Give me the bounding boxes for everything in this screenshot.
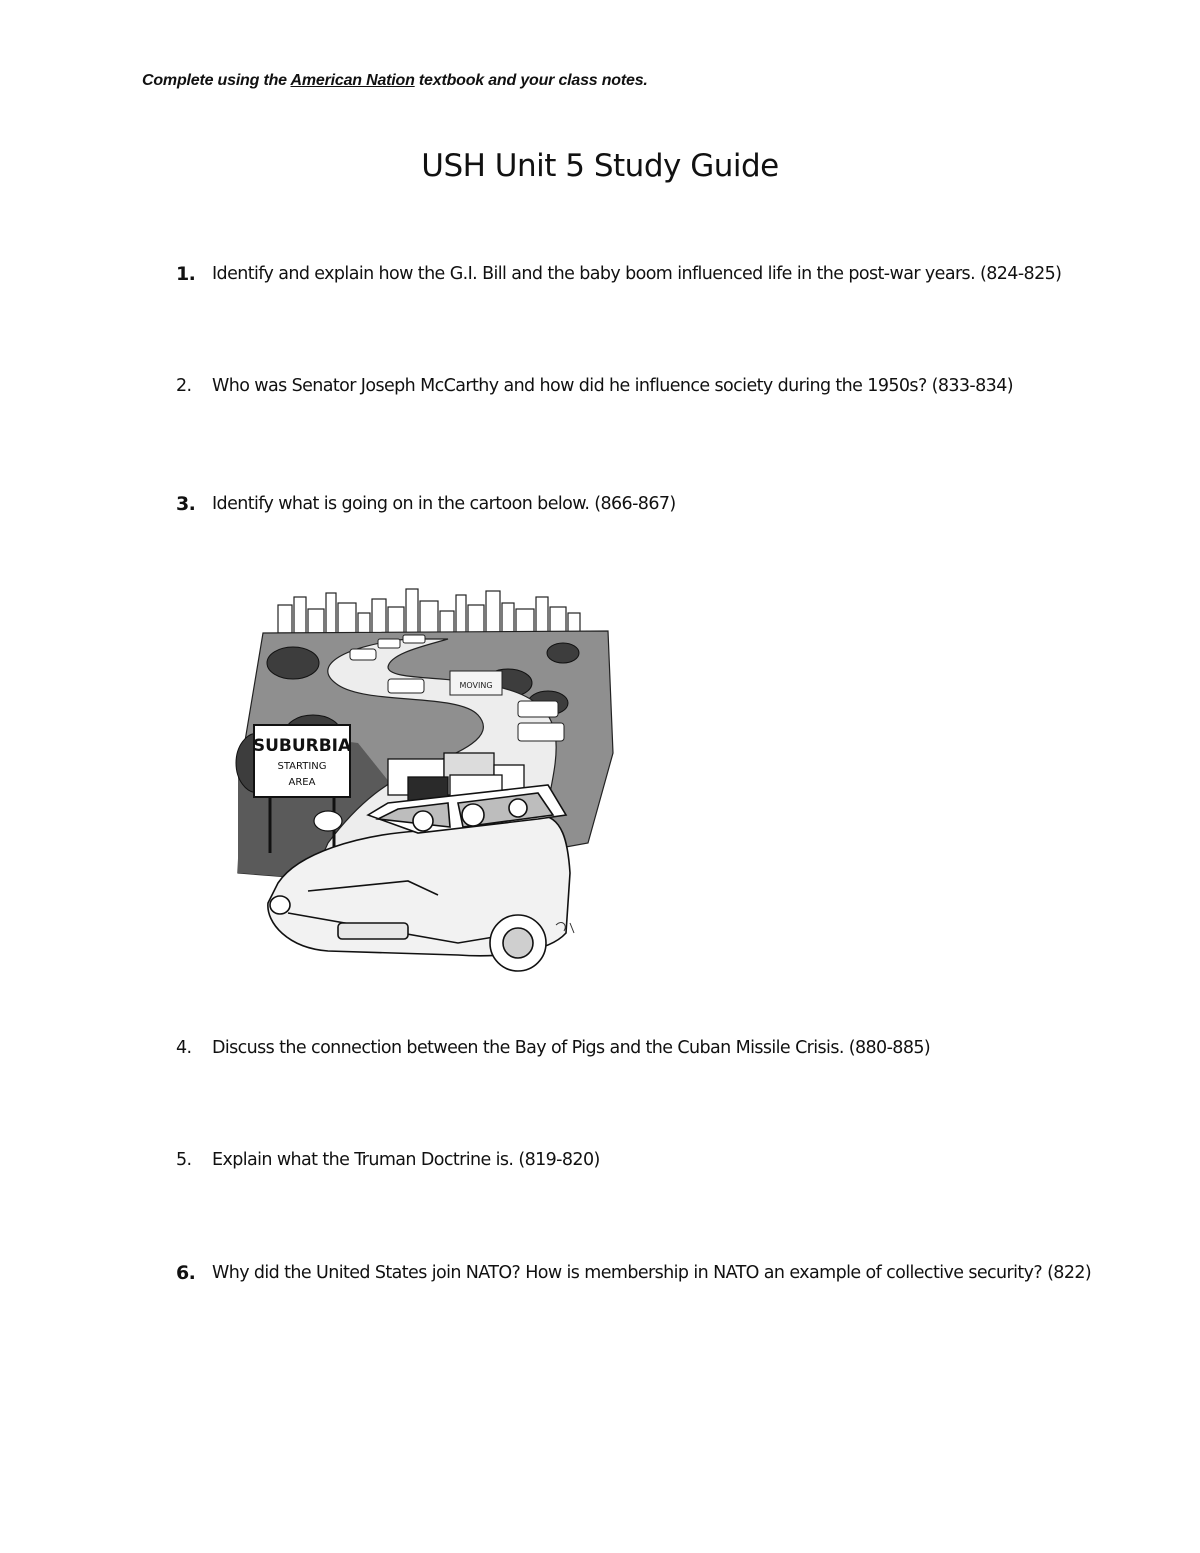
question-number: 2.	[176, 376, 192, 396]
instruction-post: textbook and your class notes.	[414, 72, 648, 89]
sign-line-2: STARTING	[277, 761, 327, 772]
question-text: Identify what is going on in the cartoon below. (866-867)	[212, 494, 676, 514]
instruction-line	[142, 72, 648, 90]
question-number: 6.	[176, 1262, 196, 1284]
page-title: USH Unit 5 Study Guide	[421, 148, 779, 184]
question-number: 5.	[176, 1150, 192, 1170]
instruction-pre: Complete using the	[142, 72, 291, 89]
textbook-name: American Nation	[290, 72, 415, 89]
sign-title: SUBURBIA	[252, 736, 352, 756]
suburbia-cartoon	[218, 553, 632, 999]
question-text: Discuss the connection between the Bay of Pigs and the Cuban Missile Crisis. (880-885)	[212, 1038, 931, 1058]
moving-truck-label: MOVING	[459, 681, 493, 690]
dog	[314, 811, 342, 831]
question-text: Explain what the Truman Doctrine is. (819-820)	[212, 1150, 600, 1170]
question-number: 3.	[176, 493, 196, 515]
question-text: Who was Senator Joseph McCarthy and how did he influence society during the 1950s? (833-834)	[212, 376, 1013, 396]
sign-line-3: AREA	[288, 777, 316, 788]
question-number: 4.	[176, 1038, 192, 1058]
question-text: Identify and explain how the G.I. Bill and the baby boom influenced life in the post-war years. (824-825)	[212, 264, 1062, 284]
question-text: Why did the United States join NATO? How is membership in NATO an example of collective security? (822)	[212, 1263, 1092, 1283]
question-number: 1.	[176, 263, 196, 285]
